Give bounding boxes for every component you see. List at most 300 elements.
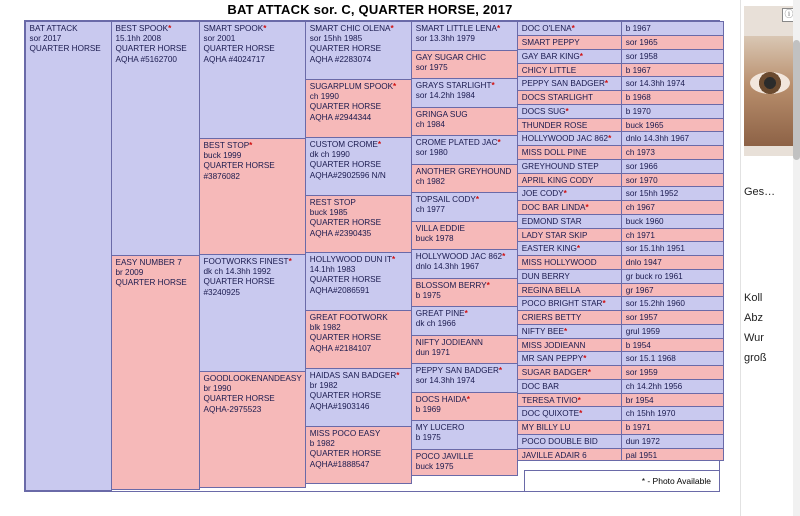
- horse-name: ch 15hh 1970: [625, 408, 676, 418]
- pedigree-cell: [621, 214, 724, 229]
- pedigree-cell: [199, 371, 306, 488]
- pedigree-cell: [305, 137, 412, 196]
- horse-detail: 15.1hh 2008: [115, 33, 162, 43]
- pedigree-cell: [517, 21, 622, 36]
- horse-name: PEPPY SAN BADGER*: [415, 365, 503, 375]
- pedigree-cell: [621, 269, 724, 284]
- horse-detail: sor 1980: [415, 147, 448, 157]
- horse-detail: ch 1977: [415, 204, 445, 214]
- pedigree-cell: [517, 214, 622, 229]
- horse-name: b 1967: [625, 23, 651, 33]
- side-text-1: Koll: [744, 292, 763, 304]
- pedigree-cell: [621, 420, 724, 435]
- horse-name: b 1968: [625, 92, 651, 102]
- pedigree-cell: [111, 255, 200, 490]
- pedigree-cell: [517, 186, 622, 201]
- horse-name: NIFTY BEE*: [521, 326, 568, 336]
- pedigree-cell: [621, 296, 724, 311]
- pedigree-cell: [411, 50, 518, 79]
- horse-name: MR SAN PEPPY*: [521, 353, 587, 363]
- pedigree-column-gen6: [517, 21, 621, 491]
- pedigree-cell: [517, 406, 622, 421]
- pedigree-cell: [621, 255, 724, 270]
- horse-detail: QUARTER HORSE: [309, 449, 382, 459]
- pedigree-cell: [621, 76, 724, 91]
- horse-detail: sor 14.3hh 1974: [415, 375, 475, 385]
- horse-name: GOODLOOKENANDEASY: [203, 373, 302, 383]
- pedigree-cell: [517, 255, 622, 270]
- horse-detail: dk ch 1966: [415, 318, 456, 328]
- photo-available-star: *: [587, 367, 591, 377]
- horse-name: JAVILLE ADAIR 6: [521, 450, 587, 460]
- horse-detail: QUARTER HORSE: [115, 278, 187, 288]
- pedigree-cell: [411, 249, 518, 279]
- horse-detail: b 1975: [415, 290, 441, 300]
- pedigree-cell: [621, 21, 724, 36]
- pedigree-column-gen4: [305, 21, 411, 491]
- pedigree-cell: [411, 278, 518, 307]
- horse-detail: sor 1975: [415, 62, 448, 72]
- pedigree-cell: [621, 406, 724, 421]
- photo-available-star: *: [585, 202, 589, 212]
- horse-detail: buck 1985: [309, 207, 348, 217]
- pedigree-cell: [411, 392, 518, 421]
- pedigree-cell: [621, 365, 724, 380]
- photo-available-star: *: [565, 106, 569, 116]
- pedigree-cell: [25, 21, 112, 491]
- horse-detail: dun 1971: [415, 347, 450, 357]
- pedigree-cell: [517, 379, 622, 394]
- horse-name: gr 1967: [625, 285, 654, 295]
- pedigree-cell: [199, 138, 306, 255]
- pedigree-column-gen1: [25, 21, 111, 491]
- pedigree-cell: [411, 107, 518, 136]
- pedigree-cell: [621, 448, 724, 461]
- horse-detail: QUARTER HORSE: [115, 44, 187, 54]
- pedigree-cell: [621, 283, 724, 297]
- horse-detail: QUARTER HORSE: [309, 391, 382, 401]
- horse-name: br 1954: [625, 395, 654, 405]
- horse-detail: dnlo 14.3hh 1967: [415, 261, 480, 271]
- pedigree-cell: [199, 254, 306, 372]
- horse-detail: QUARTER HORSE: [309, 44, 382, 54]
- side-text-0: Ges…: [744, 186, 776, 198]
- photo-available-star: *: [393, 81, 397, 91]
- pedigree-cell: [621, 434, 724, 449]
- horse-name: CUSTOM CROME*: [309, 139, 382, 149]
- pedigree-cell: [305, 195, 412, 253]
- horse-name: REST STOP: [309, 197, 356, 207]
- photo-available-star: *: [579, 51, 583, 61]
- horse-detail: QUARTER HORSE: [203, 277, 275, 287]
- horse-name: POCO JAVILLE: [415, 451, 474, 461]
- horse-name: SUGAR BADGER*: [521, 367, 591, 377]
- horse-name: ch 14.2hh 1956: [625, 381, 683, 391]
- pedigree-cell: [621, 159, 724, 174]
- horse-name: ANOTHER GREYHOUND: [415, 166, 512, 176]
- pedigree-cell: [305, 368, 412, 427]
- pedigree-cell: [411, 135, 518, 165]
- horse-name: sor 1970: [625, 175, 658, 185]
- horse-name: DOCS STARLIGHT: [521, 92, 594, 102]
- horse-name: b 1967: [625, 65, 651, 75]
- horse-name: DOC BAR: [521, 381, 560, 391]
- horse-name: grul 1959: [625, 326, 660, 336]
- photo-available-star: *: [563, 326, 568, 336]
- pedigree-cell: [411, 221, 518, 250]
- photo-available-star: *: [396, 370, 400, 380]
- pedigree-cell: [621, 173, 724, 187]
- horse-detail: AQHA #2944344: [309, 112, 372, 122]
- pedigree-cell: [517, 173, 622, 187]
- photo-available-star: *: [602, 298, 606, 308]
- horse-detail: QUARTER HORSE: [309, 218, 382, 228]
- eye-image: [744, 36, 798, 146]
- pedigree-cell: [621, 63, 724, 77]
- pedigree-cell: [621, 145, 724, 160]
- pedigree-cell: [517, 35, 622, 50]
- pedigree-cell: [305, 21, 412, 80]
- horse-name: JOE CODY*: [521, 188, 567, 198]
- horse-detail: blk 1982: [309, 322, 341, 332]
- pedigree-cell: [411, 78, 518, 108]
- horse-name: BEST SPOOK*: [115, 23, 172, 33]
- pedigree-cell: [199, 21, 306, 139]
- photo-available-star: *: [577, 395, 581, 405]
- horse-name: sor 1959: [625, 367, 658, 377]
- pedigree-cell: [411, 164, 518, 193]
- photo-available-star: *: [391, 254, 396, 264]
- photo-available-star: *: [579, 408, 583, 418]
- horse-name: DOC O'LENA*: [521, 23, 575, 33]
- pedigree-cell: [621, 131, 724, 146]
- scrollbar-thumb[interactable]: [793, 40, 800, 160]
- photo-available-star: *: [604, 78, 609, 88]
- horse-name: SMART LITTLE LENA*: [415, 23, 501, 33]
- ad-info-icon[interactable]: ⓘ: [782, 8, 796, 22]
- horse-name: DOCS HAIDA*: [415, 394, 470, 404]
- pedigree-cell: [411, 363, 518, 393]
- horse-name: sor 15.1 1968: [625, 353, 676, 363]
- pedigree-cell: [517, 200, 622, 215]
- horse-detail: QUARTER HORSE: [203, 44, 275, 54]
- pedigree-cell: [621, 351, 724, 366]
- pedigree-cell: [621, 118, 724, 132]
- horse-name: DUN BERRY: [521, 271, 570, 281]
- pedigree-cell: [517, 228, 622, 242]
- pedigree-cell: [621, 338, 724, 352]
- pedigree-cell: [621, 393, 724, 407]
- horse-detail: QUARTER HORSE: [309, 160, 382, 170]
- pedigree-cell: [517, 90, 622, 105]
- photo-available-star: *: [502, 251, 506, 261]
- horse-detail: sor 2001: [203, 33, 236, 43]
- horse-name: MISS JODIEANN: [521, 340, 586, 350]
- pedigree-cell: [621, 379, 724, 394]
- horse-name: GAY BAR KING*: [521, 51, 583, 61]
- pedigree-cell: [517, 104, 622, 119]
- horse-detail: 14.1hh 1983: [309, 264, 356, 274]
- pedigree-cell: [621, 104, 724, 119]
- horse-name: DOCS SUG*: [521, 106, 569, 116]
- horse-name: HOLLYWOOD JAC 862*: [521, 133, 612, 143]
- horse-name: MISS POCO EASY: [309, 428, 381, 438]
- horse-name: HOLLYWOOD JAC 862*: [415, 251, 506, 261]
- pedigree-column-gen2: [111, 21, 199, 491]
- pedigree-cell: [517, 269, 622, 284]
- horse-name: SMART PEPPY: [521, 37, 580, 47]
- horse-detail: ch 1984: [415, 119, 445, 129]
- horse-name: SUGARPLUM SPOOK*: [309, 81, 397, 91]
- horse-name: MY BILLY LU: [521, 422, 571, 432]
- pedigree-cell: [517, 351, 622, 366]
- horse-name: THUNDER ROSE: [521, 120, 588, 130]
- horse-detail: buck 1975: [415, 461, 454, 471]
- photo-available-star: *: [466, 394, 470, 404]
- horse-detail: b 1969: [415, 404, 441, 414]
- horse-detail: AQHA#1903146: [309, 401, 370, 411]
- horse-name: FOOTWORKS FINEST*: [203, 256, 292, 266]
- horse-name: CHICY LITTLE: [521, 65, 577, 75]
- pedigree-cell: [517, 434, 622, 449]
- horse-name: gr buck ro 1961: [625, 271, 683, 281]
- photo-available-star: *: [496, 23, 501, 33]
- pedigree-cell: [517, 76, 622, 91]
- horse-name: POCO BRIGHT STAR*: [521, 298, 606, 308]
- horse-detail: br 1990: [203, 383, 232, 393]
- horse-detail: AQHA #5162700: [115, 54, 177, 64]
- photo-available-star: *: [263, 23, 267, 33]
- horse-name: DOC BAR LINDA*: [521, 202, 589, 212]
- pedigree-cell: [517, 448, 622, 461]
- horse-detail: sor 13.3hh 1979: [415, 33, 475, 43]
- horse-name: sor 15hh 1952: [625, 188, 679, 198]
- photo-available-star: *: [608, 133, 612, 143]
- horse-name: sor 15.1hh 1951: [625, 243, 685, 253]
- horse-detail: #3876082: [203, 171, 240, 181]
- photo-available-star: *: [390, 23, 394, 33]
- horse-detail: br 1982: [309, 380, 338, 390]
- horse-detail: #3240925: [203, 287, 240, 297]
- horse-detail: br 2009: [115, 267, 144, 277]
- horse-detail: buck 1999: [203, 150, 242, 160]
- horse-name: dun 1972: [625, 436, 660, 446]
- horse-name: GAY SUGAR CHIC: [415, 52, 486, 62]
- pedigree-cell: [411, 306, 518, 336]
- horse-name: REGINA BELLA: [521, 285, 581, 295]
- pedigree-column-gen7: [621, 21, 723, 491]
- horse-name: SMART SPOOK*: [203, 23, 267, 33]
- horse-name: NIFTY JODIEANN: [415, 337, 483, 347]
- pedigree-cell: [621, 35, 724, 50]
- horse-name: SMART CHIC OLENA*: [309, 23, 394, 33]
- horse-name: DOC QUIXOTE*: [521, 408, 583, 418]
- horse-name: MISS HOLLYWOOD: [521, 257, 597, 267]
- horse-detail: ch 1990: [309, 91, 339, 101]
- horse-detail: QUARTER HORSE: [203, 394, 275, 404]
- horse-detail: AQHA #2283074: [309, 54, 372, 64]
- horse-name: GRAYS STARLIGHT*: [415, 80, 495, 90]
- pedigree-cell: [411, 192, 518, 222]
- pedigree-cell: [411, 449, 518, 476]
- horse-name: buck 1960: [625, 216, 664, 226]
- horse-name: sor 1958: [625, 51, 658, 61]
- pedigree-cell: [621, 49, 724, 64]
- horse-name: HOLLYWOOD DUN IT*: [309, 254, 396, 264]
- horse-name: EASY NUMBER 7: [115, 257, 182, 267]
- horse-name: ch 1973: [625, 147, 655, 157]
- photo-available-star: *: [498, 365, 503, 375]
- photo-available-star: *: [571, 23, 575, 33]
- side-text-3: Wur: [744, 332, 764, 344]
- pedigree-cell: [305, 79, 412, 138]
- horse-detail: b 1982: [309, 438, 335, 448]
- horse-name: pal 1951: [625, 450, 658, 460]
- pedigree-cell: [621, 241, 724, 256]
- pedigree-chart: [24, 20, 720, 492]
- pedigree-cell: [517, 393, 622, 407]
- photo-available-star: *: [576, 243, 581, 253]
- horse-name: CROME PLATED JAC*: [415, 137, 501, 147]
- horse-detail: QUARTER HORSE: [309, 333, 382, 343]
- horse-detail: AQHA #4024717: [203, 54, 265, 64]
- photo-available-star: *: [249, 140, 253, 150]
- photo-available-star: *: [377, 139, 382, 149]
- pedigree-cell: [517, 145, 622, 160]
- pedigree-column-gen5: [411, 21, 517, 491]
- horse-name: TERESA TIVIO*: [521, 395, 581, 405]
- horse-detail: AQHA #2390435: [309, 228, 372, 238]
- horse-name: BEST STOP*: [203, 140, 253, 150]
- pedigree-cell: [517, 296, 622, 311]
- pedigree-cell: [621, 186, 724, 201]
- photo-available-star: *: [464, 308, 468, 318]
- horse-detail: QUARTER HORSE: [309, 102, 382, 112]
- pedigree-cell: [621, 200, 724, 215]
- horse-name: dnlo 14.3hh 1967: [625, 133, 690, 143]
- horse-name: HAIDAS SAN BADGER*: [309, 370, 400, 380]
- pedigree-column-gen3: [199, 21, 305, 491]
- photo-available-star: *: [475, 194, 480, 204]
- pedigree-cell: [111, 21, 200, 256]
- horse-name: BLOSSOM BERRY*: [415, 280, 490, 290]
- pedigree-cell: [305, 252, 412, 311]
- pedigree-cell: [517, 118, 622, 132]
- horse-name: sor 14.3hh 1974: [625, 78, 685, 88]
- photo-available-star: *: [497, 137, 501, 147]
- pedigree-cell: [621, 324, 724, 339]
- horse-name: MISS DOLL PINE: [521, 147, 587, 157]
- horse-name: sor 1966: [625, 161, 658, 171]
- pedigree-cell: [517, 241, 622, 256]
- advertisement[interactable]: [744, 6, 798, 156]
- horse-detail: dk ch 14.3hh 1992: [203, 266, 271, 276]
- horse-name: EASTER KING*: [521, 243, 581, 253]
- horse-name: TOPSAIL CODY*: [415, 194, 480, 204]
- horse-name: POCO DOUBLE BID: [521, 436, 598, 446]
- pedigree-cell: [305, 310, 412, 369]
- pedigree-cell: [621, 90, 724, 105]
- horse-detail: sor 2017: [29, 33, 62, 43]
- horse-name: CRIERS BETTY: [521, 312, 582, 322]
- pedigree-cell: [411, 21, 518, 51]
- side-text-4: groß: [744, 352, 767, 364]
- horse-name: b 1954: [625, 340, 651, 350]
- pedigree-cell: [517, 283, 622, 297]
- horse-detail: b 1975: [415, 432, 441, 442]
- pedigree-cell: [517, 310, 622, 325]
- pedigree-cell: [621, 228, 724, 242]
- horse-name: LADY STAR SKIP: [521, 230, 588, 240]
- horse-name: EDMOND STAR: [521, 216, 582, 226]
- horse-detail: AQHA #2184107: [309, 343, 372, 353]
- horse-detail: ch 1982: [415, 176, 445, 186]
- horse-name: ch 1971: [625, 230, 655, 240]
- photo-available-note: * - Photo Available: [524, 470, 720, 492]
- pedigree-cell: [621, 310, 724, 325]
- horse-detail: QUARTER HORSE: [29, 44, 101, 54]
- horse-name: ch 1967: [625, 202, 655, 212]
- horse-detail: dk ch 1990: [309, 149, 350, 159]
- horse-detail: AQHA-2975523: [203, 404, 262, 414]
- pedigree-cell: [517, 365, 622, 380]
- horse-detail: sor 14.2hh 1984: [415, 90, 475, 100]
- horse-name: sor 15.2hh 1960: [625, 298, 685, 308]
- page-title: BAT ATTACK sor. C, QUARTER HORSE, 2017: [227, 2, 513, 17]
- horse-name: sor 1957: [625, 312, 658, 322]
- horse-name: GREYHOUND STEP: [521, 161, 599, 171]
- pedigree-cell: [517, 338, 622, 352]
- side-text-2: Abz: [744, 312, 763, 324]
- horse-name: MY LUCERO: [415, 422, 465, 432]
- horse-name: APRIL KING CODY: [521, 175, 594, 185]
- pedigree-cell: [517, 49, 622, 64]
- pedigree-cell: [517, 420, 622, 435]
- horse-name: buck 1965: [625, 120, 664, 130]
- horse-name: dnlo 1947: [625, 257, 662, 267]
- photo-available-star: *: [288, 256, 292, 266]
- horse-detail: AQHA#2902596 N/N: [309, 170, 386, 180]
- horse-detail: AQHA#2086591: [309, 285, 370, 295]
- horse-detail: QUARTER HORSE: [309, 275, 382, 285]
- horse-detail: sor 15hh 1985: [309, 33, 363, 43]
- pedigree-cell: [517, 131, 622, 146]
- horse-name: BAT ATTACK: [29, 23, 78, 33]
- photo-available-star: *: [583, 353, 587, 363]
- photo-available-star: *: [486, 280, 490, 290]
- horse-name: PEPPY SAN BADGER*: [521, 78, 609, 88]
- horse-detail: buck 1978: [415, 233, 454, 243]
- photo-available-star: *: [491, 80, 495, 90]
- horse-name: b 1971: [625, 422, 651, 432]
- horse-detail: QUARTER HORSE: [203, 161, 275, 171]
- pedigree-cell: [517, 63, 622, 77]
- pedigree-cell: [411, 420, 518, 450]
- horse-name: b 1970: [625, 106, 651, 116]
- horse-name: GREAT PINE*: [415, 308, 468, 318]
- pedigree-cell: [517, 159, 622, 174]
- horse-name: GREAT FOOTWORK: [309, 312, 388, 322]
- horse-name: VILLA EDDIE: [415, 223, 465, 233]
- photo-available-star: *: [563, 188, 567, 198]
- photo-available-star: *: [168, 23, 172, 33]
- pedigree-cell: [411, 335, 518, 364]
- horse-name: GRINGA SUG: [415, 109, 468, 119]
- pedigree-cell: [517, 324, 622, 339]
- horse-name: sor 1965: [625, 37, 658, 47]
- horse-detail: AQHA#1888547: [309, 459, 370, 469]
- pedigree-cell: [305, 426, 412, 484]
